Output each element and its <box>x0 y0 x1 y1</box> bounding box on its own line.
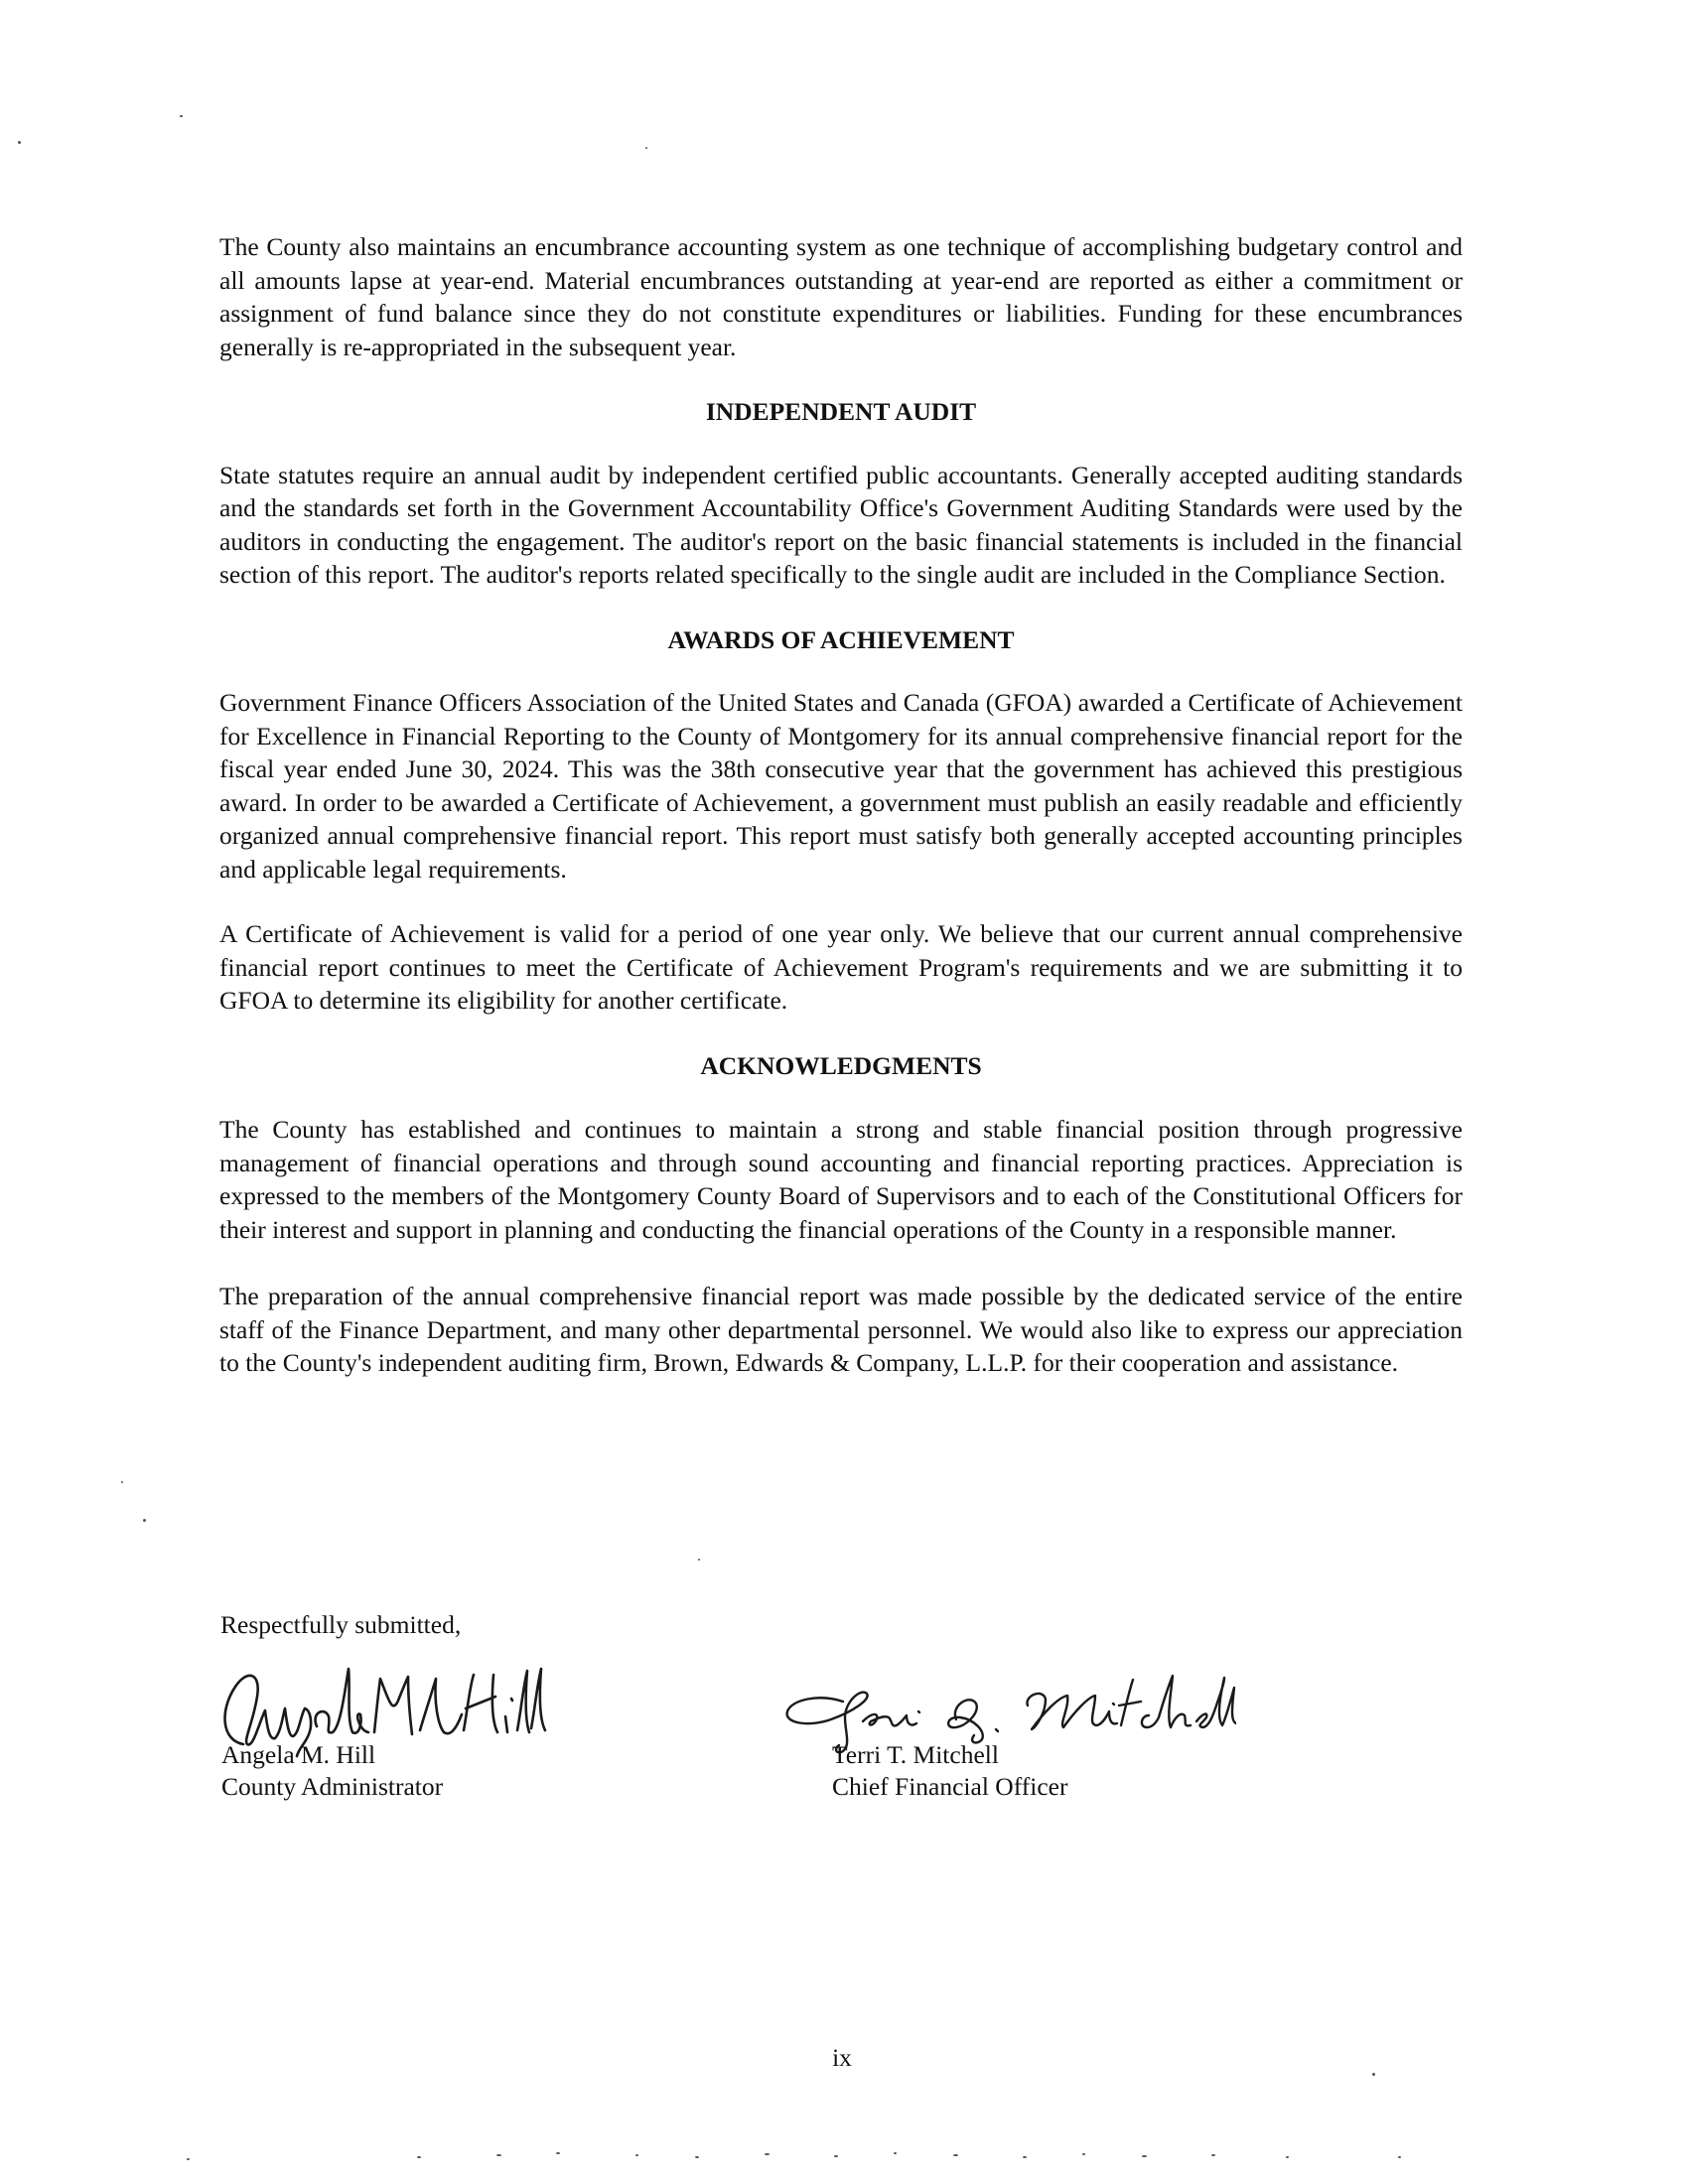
signer-title: County Administrator <box>221 1772 444 1801</box>
scan-speck <box>121 1481 123 1483</box>
scan-speck <box>765 2153 770 2155</box>
signer-name: Terri T. Mitchell <box>832 1740 999 1769</box>
scan-speck <box>834 2155 838 2157</box>
scan-speck <box>417 2156 421 2158</box>
scan-speck <box>1398 2156 1401 2158</box>
paragraph-awards-validity: A Certificate of Achievement is valid for a period of one year only. We believe that our current annual comprehensive financial report continues to meet the Certificate of Achievement Program's requirements and we are submitting it to GFOA to determine its eligibility for another certificate. <box>219 919 1463 1015</box>
closing-salutation: Respectfully submitted, <box>220 1610 462 1639</box>
scan-speck <box>1023 2156 1027 2158</box>
scan-speck <box>1372 2073 1375 2076</box>
heading-acknowledgments: ACKNOWLEDGMENTS <box>700 1050 982 1080</box>
scan-speck <box>695 2156 699 2158</box>
scan-speck <box>180 115 183 117</box>
scan-speck <box>187 2158 190 2160</box>
scan-speck <box>953 2154 958 2156</box>
scan-speck <box>143 1519 146 1522</box>
paragraph-acknowledgments-county: The County has established and continues to maintain a strong and stable financial position through progressive management of financial operations and through sound accounting and financial reporting practices. Appreciation is expressed to the members of the Montgomery County Board of Supervisors and to each of the Constitutional Officers for their interest and support in planning and conducting the financial operations of the County in a responsible manner. <box>219 1115 1463 1244</box>
paragraph-awards-gfoa: Government Finance Officers Association of the United States and Canada (GFOA) awarded a Certificate of Achievement for Excellence in Financial Reporting to the County of Montgomery for its annual comprehensive financial report for the fiscal year ended June 30, 2024. This was the 38th consecutive year that the government has achieved this prestigious award. In order to be awarded a Certificate of Achievement, a government must publish an easily readable and efficiently organized annual comprehensive financial report. This report must satisfy both generally accepted accounting principles and applicable legal requirements. <box>219 688 1463 884</box>
scan-speck <box>635 2154 638 2156</box>
scan-speck <box>1286 2156 1289 2158</box>
paragraph-acknowledgments-staff: The preparation of the annual comprehensive financial report was made possible by the dedicated service of the entire staff of the Finance Department, and many other departmental personnel. We would also like to express our appreciation to the County's independent auditing firm, Brown, Edwards & Company, L.L.P. for their cooperation and assistance. <box>219 1282 1463 1377</box>
scan-speck <box>1142 2155 1147 2157</box>
scan-speck <box>894 2152 897 2154</box>
signer-block-county-administrator <box>221 1739 443 1803</box>
heading-independent-audit: INDEPENDENT AUDIT <box>705 397 977 426</box>
signer-block-chief-financial-officer <box>832 1739 1067 1803</box>
scan-speck <box>645 147 647 149</box>
page-number: ix <box>832 2043 852 2072</box>
paragraph-encumbrance: The County also maintains an encumbrance accounting system as one technique of accomplishing budgetary control and all amounts lapse at year-end. Material encumbrances outstanding at year-end are reported as either a commitment or assignment of fund balance since they do not constitute expenditures or liabilities. Funding for these encumbrances generally is re-appropriated in the subsequent year. <box>219 232 1463 361</box>
scan-speck <box>496 2154 501 2156</box>
scan-speck <box>1082 2153 1085 2155</box>
paragraph-independent-audit: State statutes require an annual audit by independent certified public accountants. Generally accepted auditing standards and the standards set forth in the Government Accountability Office's Government Auditing Standards were used by the auditors in conducting the engagement. The auditor's report on the basic financial statements is included in the financial section of this report. The auditor's reports related specifically to the single audit are included in the Compliance Section. <box>219 460 1463 589</box>
document-body <box>219 230 1463 1380</box>
scan-speck <box>1211 2154 1215 2156</box>
heading-awards-of-achievement: AWARDS OF ACHIEVEMENT <box>667 624 1015 654</box>
scan-speck <box>698 1559 700 1561</box>
signer-title: Chief Financial Officer <box>832 1772 1068 1801</box>
signer-name: Angela M. Hill <box>221 1740 376 1769</box>
scan-speck <box>18 141 21 144</box>
scan-speck <box>556 2152 560 2154</box>
